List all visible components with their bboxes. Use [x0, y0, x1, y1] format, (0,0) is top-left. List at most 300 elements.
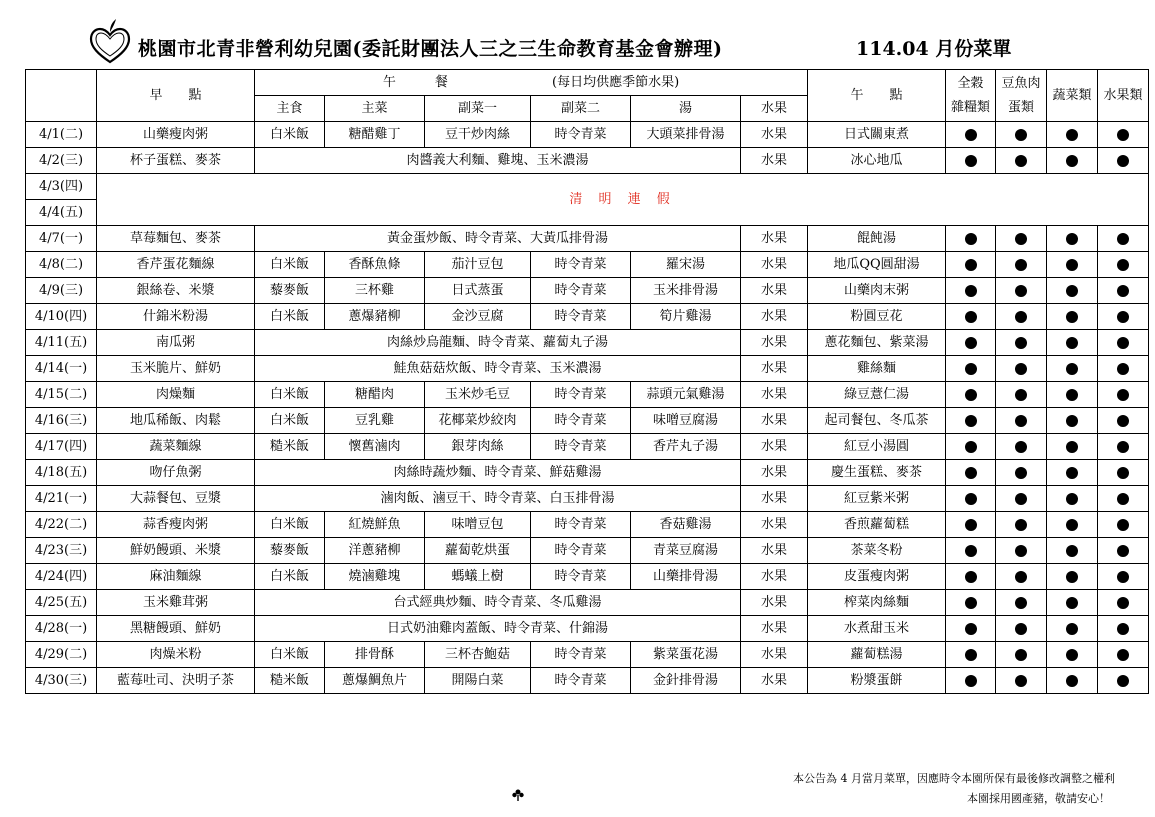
protein-dot-cell: [996, 486, 1047, 512]
filled-circle-icon: [1117, 467, 1129, 479]
filled-circle-icon: [1066, 519, 1078, 531]
date-cell: 4/25(五): [26, 590, 97, 616]
date-cell: 4/11(五): [26, 330, 97, 356]
fruit-cell: 水果: [741, 616, 808, 642]
fruitcat-dot-cell: [1098, 590, 1149, 616]
fruit-cell: 水果: [741, 382, 808, 408]
grains-dot-cell: [946, 304, 996, 330]
filled-circle-icon: [1015, 441, 1027, 453]
filled-circle-icon: [1015, 129, 1027, 141]
fruitcat-dot-cell: [1098, 564, 1149, 590]
filled-circle-icon: [1117, 597, 1129, 609]
fruit-cell: 水果: [741, 122, 808, 148]
side1-cell: 三杯杏鮑菇: [425, 642, 531, 668]
filled-circle-icon: [965, 155, 977, 167]
filled-circle-icon: [965, 623, 977, 635]
header-row-1: [26, 70, 1149, 96]
snack-cell: 冰心地瓜: [808, 148, 946, 174]
soup-cell: 羅宋湯: [631, 252, 741, 278]
protein-dot-cell: [996, 278, 1047, 304]
fruitcat-dot-cell: [1098, 148, 1149, 174]
protein-dot-cell: [996, 330, 1047, 356]
protein-dot-cell: [996, 434, 1047, 460]
side2-cell: 時令青菜: [531, 564, 631, 590]
table-row: [26, 148, 1149, 174]
fruitcat-dot-cell: [1098, 122, 1149, 148]
snack-cell: 地瓜QQ圓甜湯: [808, 252, 946, 278]
grains-dot-cell: [946, 252, 996, 278]
soup-cell: 紫菜蛋花湯: [631, 642, 741, 668]
snack-cell: 茶菜冬粉: [808, 538, 946, 564]
grains-dot-cell: [946, 460, 996, 486]
soup-cell: 味噌豆腐湯: [631, 408, 741, 434]
staple-cell: 糙米飯: [255, 668, 325, 694]
protein-dot-cell: [996, 122, 1047, 148]
filled-circle-icon: [965, 259, 977, 271]
snack-header: 午 點: [808, 70, 946, 122]
filled-circle-icon: [1015, 571, 1027, 583]
filled-circle-icon: [1066, 571, 1078, 583]
veg-dot-cell: [1047, 226, 1098, 252]
date-cell: 4/8(二): [26, 252, 97, 278]
veg-header: 蔬菜類: [1047, 70, 1098, 122]
fruit-cell: 水果: [741, 486, 808, 512]
filled-circle-icon: [965, 519, 977, 531]
protein-dot-cell: [996, 616, 1047, 642]
lunch-combined-cell: 鮭魚菇菇炊飯、時令青菜、玉米濃湯: [255, 356, 741, 382]
filled-circle-icon: [1066, 389, 1078, 401]
main-dish-cell: 懷舊滷肉: [325, 434, 425, 460]
filled-circle-icon: [1015, 337, 1027, 349]
staple-cell: 白米飯: [255, 564, 325, 590]
lunch-combined-cell: 肉醬義大利麵、雞塊、玉米濃湯: [255, 148, 741, 174]
filled-circle-icon: [965, 337, 977, 349]
fruit-cell: 水果: [741, 512, 808, 538]
protein-dot-cell: [996, 226, 1047, 252]
filled-circle-icon: [1066, 285, 1078, 297]
side2-cell: 時令青菜: [531, 512, 631, 538]
filled-circle-icon: [1015, 311, 1027, 323]
filled-circle-icon: [1066, 129, 1078, 141]
veg-dot-cell: [1047, 330, 1098, 356]
staple-cell: 糙米飯: [255, 434, 325, 460]
filled-circle-icon: [965, 571, 977, 583]
fruitcat-dot-cell: [1098, 408, 1149, 434]
filled-circle-icon: [965, 467, 977, 479]
table-row: [26, 486, 1149, 512]
grains-dot-cell: [946, 590, 996, 616]
snack-cell: 榨菜肉絲麵: [808, 590, 946, 616]
protein-dot-cell: [996, 642, 1047, 668]
filled-circle-icon: [965, 129, 977, 141]
side1-cell: 玉米炒毛豆: [425, 382, 531, 408]
date-cell: 4/21(一): [26, 486, 97, 512]
filled-circle-icon: [1015, 675, 1027, 687]
fruitcat-dot-cell: [1098, 642, 1149, 668]
footer-note-1: 本公告為 4 月當月菜單，因應時令本園所保有最後修改調整之權利: [793, 772, 1115, 785]
protein-dot-cell: [996, 460, 1047, 486]
lunch-header-label: 午 餐: [382, 75, 448, 90]
snack-cell: 山藥肉末粥: [808, 278, 946, 304]
side1-cell: 花椰菜炒絞肉: [425, 408, 531, 434]
grains-dot-cell: [946, 226, 996, 252]
fruitcat-dot-cell: [1098, 278, 1149, 304]
filled-circle-icon: [1117, 311, 1129, 323]
snack-cell: 蘿蔔糕湯: [808, 642, 946, 668]
date-cell: 4/7(一): [26, 226, 97, 252]
table-row: [26, 278, 1149, 304]
filled-circle-icon: [1066, 233, 1078, 245]
soup-cell: 金針排骨湯: [631, 668, 741, 694]
date-cell: 4/3(四): [26, 174, 97, 200]
fruit-cell: 水果: [741, 330, 808, 356]
grains-dot-cell: [946, 356, 996, 382]
veg-dot-cell: [1047, 460, 1098, 486]
filled-circle-icon: [1117, 623, 1129, 635]
breakfast-cell: 山藥瘦肉粥: [97, 122, 255, 148]
table-row: [26, 408, 1149, 434]
page-header: [88, 18, 1088, 70]
filled-circle-icon: [1066, 675, 1078, 687]
date-cell: 4/17(四): [26, 434, 97, 460]
fruitcat-dot-cell: [1098, 304, 1149, 330]
fruitcat-dot-cell: [1098, 460, 1149, 486]
veg-dot-cell: [1047, 616, 1098, 642]
fruitcat-dot-cell: [1098, 434, 1149, 460]
fruitcat-dot-cell: [1098, 668, 1149, 694]
side2-cell: 時令青菜: [531, 382, 631, 408]
breakfast-cell: 蒜香瘦肉粥: [97, 512, 255, 538]
protein-header-line1: 豆魚肉: [1001, 75, 1041, 91]
filled-circle-icon: [1117, 233, 1129, 245]
fruit-cell: 水果: [741, 278, 808, 304]
filled-circle-icon: [965, 415, 977, 427]
veg-dot-cell: [1047, 278, 1098, 304]
side1-cell: 蘿蔔乾烘蛋: [425, 538, 531, 564]
fruit-cell: 水果: [741, 564, 808, 590]
filled-circle-icon: [1015, 363, 1027, 375]
date-cell: 4/28(一): [26, 616, 97, 642]
breakfast-cell: 黑糖饅頭、鮮奶: [97, 616, 255, 642]
date-cell: 4/14(一): [26, 356, 97, 382]
staple-cell: 白米飯: [255, 512, 325, 538]
protein-dot-cell: [996, 382, 1047, 408]
snack-cell: 粉圓豆花: [808, 304, 946, 330]
fruit-cell: 水果: [741, 538, 808, 564]
snack-cell: 慶生蛋糕、麥茶: [808, 460, 946, 486]
main-dish-cell: 燒滷雞塊: [325, 564, 425, 590]
filled-circle-icon: [1015, 623, 1027, 635]
snack-cell: 雞絲麵: [808, 356, 946, 382]
veg-dot-cell: [1047, 486, 1098, 512]
filled-circle-icon: [1066, 493, 1078, 505]
fruitcat-dot-cell: [1098, 226, 1149, 252]
main-dish-cell: 蔥爆鯛魚片: [325, 668, 425, 694]
protein-dot-cell: [996, 408, 1047, 434]
side2-cell: 時令青菜: [531, 408, 631, 434]
soup-cell: 玉米排骨湯: [631, 278, 741, 304]
breakfast-cell: 香芹蛋花麵線: [97, 252, 255, 278]
soup-cell: 山藥排骨湯: [631, 564, 741, 590]
filled-circle-icon: [1015, 233, 1027, 245]
grains-dot-cell: [946, 642, 996, 668]
flower-mark-icon: [511, 788, 525, 802]
footer-note-2: 本園採用國產豬，敬請安心！: [967, 792, 1110, 805]
lunch-combined-cell: 肉絲時蔬炒麵、時令青菜、鮮菇雞湯: [255, 460, 741, 486]
grains-header-line2: 雜糧類: [951, 99, 991, 115]
breakfast-cell: 肉燥麵: [97, 382, 255, 408]
filled-circle-icon: [1117, 519, 1129, 531]
filled-circle-icon: [965, 311, 977, 323]
grains-dot-cell: [946, 408, 996, 434]
table-row: [26, 304, 1149, 330]
filled-circle-icon: [965, 363, 977, 375]
filled-circle-icon: [1117, 389, 1129, 401]
fruit-cell: 水果: [741, 226, 808, 252]
breakfast-cell: 藍莓吐司、決明子茶: [97, 668, 255, 694]
filled-circle-icon: [1066, 623, 1078, 635]
filled-circle-icon: [1015, 493, 1027, 505]
table-row: [26, 356, 1149, 382]
side1-cell: 茄汁豆包: [425, 252, 531, 278]
filled-circle-icon: [1117, 259, 1129, 271]
fruit-cell: 水果: [741, 642, 808, 668]
fruit-cell: 水果: [741, 590, 808, 616]
fruitcat-header: 水果類: [1098, 70, 1149, 122]
table-row: [26, 616, 1149, 642]
main-dish-cell: 洋蔥豬柳: [325, 538, 425, 564]
filled-circle-icon: [1066, 441, 1078, 453]
menu-month: 114.04 月份菜單: [856, 38, 1012, 60]
date-cell: 4/1(二): [26, 122, 97, 148]
side1-cell: 豆干炒肉絲: [425, 122, 531, 148]
table-row: [26, 564, 1149, 590]
grains-dot-cell: [946, 512, 996, 538]
protein-dot-cell: [996, 356, 1047, 382]
staple-cell: 白米飯: [255, 408, 325, 434]
filled-circle-icon: [965, 441, 977, 453]
staple-cell: 白米飯: [255, 642, 325, 668]
filled-circle-icon: [965, 597, 977, 609]
date-header: [26, 70, 97, 122]
filled-circle-icon: [1066, 415, 1078, 427]
table-row: [26, 460, 1149, 486]
filled-circle-icon: [965, 675, 977, 687]
veg-dot-cell: [1047, 148, 1098, 174]
lunch-combined-cell: 台式經典炒麵、時令青菜、冬瓜雞湯: [255, 590, 741, 616]
veg-dot-cell: [1047, 564, 1098, 590]
breakfast-cell: 鮮奶饅頭、米漿: [97, 538, 255, 564]
soup-cell: 大頭菜排骨湯: [631, 122, 741, 148]
protein-dot-cell: [996, 512, 1047, 538]
breakfast-cell: 什錦米粉湯: [97, 304, 255, 330]
filled-circle-icon: [1015, 285, 1027, 297]
main-dish-cell: 糖醋肉: [325, 382, 425, 408]
date-cell: 4/24(四): [26, 564, 97, 590]
fruitcat-dot-cell: [1098, 330, 1149, 356]
grains-dot-cell: [946, 122, 996, 148]
lunch-header-note: (每日均供應季節水果): [552, 75, 680, 90]
veg-dot-cell: [1047, 434, 1098, 460]
holiday-cell: 清 明 連 假: [97, 174, 1149, 226]
table-row: [26, 122, 1149, 148]
filled-circle-icon: [1015, 597, 1027, 609]
fruit-header: 水果: [741, 96, 808, 122]
filled-circle-icon: [1015, 519, 1027, 531]
filled-circle-icon: [1015, 389, 1027, 401]
fruit-cell: 水果: [741, 148, 808, 174]
veg-dot-cell: [1047, 408, 1098, 434]
snack-cell: 餛飩湯: [808, 226, 946, 252]
staple-header: 主食: [255, 96, 325, 122]
fruit-cell: 水果: [741, 252, 808, 278]
breakfast-cell: 草莓麵包、麥茶: [97, 226, 255, 252]
filled-circle-icon: [965, 649, 977, 661]
breakfast-cell: 大蒜餐包、豆漿: [97, 486, 255, 512]
soup-cell: 香菇雞湯: [631, 512, 741, 538]
snack-cell: 皮蛋瘦肉粥: [808, 564, 946, 590]
holiday-row: [26, 174, 1149, 200]
filled-circle-icon: [1015, 649, 1027, 661]
breakfast-cell: 玉米雞茸粥: [97, 590, 255, 616]
filled-circle-icon: [965, 233, 977, 245]
side2-cell: 時令青菜: [531, 122, 631, 148]
protein-header: [996, 70, 1047, 122]
filled-circle-icon: [1117, 337, 1129, 349]
veg-dot-cell: [1047, 512, 1098, 538]
grains-dot-cell: [946, 148, 996, 174]
protein-dot-cell: [996, 252, 1047, 278]
grains-dot-cell: [946, 434, 996, 460]
protein-dot-cell: [996, 538, 1047, 564]
grains-dot-cell: [946, 564, 996, 590]
snack-cell: 起司餐包、冬瓜茶: [808, 408, 946, 434]
veg-dot-cell: [1047, 538, 1098, 564]
table-row: [26, 252, 1149, 278]
snack-cell: 水煮甜玉米: [808, 616, 946, 642]
filled-circle-icon: [1117, 155, 1129, 167]
snack-cell: 蔥花麵包、紫菜湯: [808, 330, 946, 356]
grains-dot-cell: [946, 668, 996, 694]
staple-cell: 白米飯: [255, 382, 325, 408]
side2-cell: 時令青菜: [531, 252, 631, 278]
table-row: [26, 668, 1149, 694]
grains-dot-cell: [946, 382, 996, 408]
main-dish-cell: 排骨酥: [325, 642, 425, 668]
table-row: [26, 226, 1149, 252]
side2-cell: 時令青菜: [531, 278, 631, 304]
veg-dot-cell: [1047, 122, 1098, 148]
side1-cell: 螞蟻上樹: [425, 564, 531, 590]
side1-cell: 日式蒸蛋: [425, 278, 531, 304]
lunch-combined-cell: 黃金蛋炒飯、時令青菜、大黃瓜排骨湯: [255, 226, 741, 252]
date-cell: 4/30(三): [26, 668, 97, 694]
filled-circle-icon: [1066, 545, 1078, 557]
veg-dot-cell: [1047, 642, 1098, 668]
lunch-header: [255, 70, 808, 96]
side1-cell: 金沙豆腐: [425, 304, 531, 330]
breakfast-cell: 地瓜稀飯、肉鬆: [97, 408, 255, 434]
filled-circle-icon: [1015, 415, 1027, 427]
veg-dot-cell: [1047, 590, 1098, 616]
filled-circle-icon: [965, 493, 977, 505]
side1-cell: 銀芽肉絲: [425, 434, 531, 460]
filled-circle-icon: [1117, 129, 1129, 141]
main-dish-cell: 糖醋雞丁: [325, 122, 425, 148]
date-cell: 4/22(二): [26, 512, 97, 538]
filled-circle-icon: [1066, 155, 1078, 167]
snack-cell: 綠豆薏仁湯: [808, 382, 946, 408]
date-cell: 4/18(五): [26, 460, 97, 486]
date-cell: 4/4(五): [26, 200, 97, 226]
lunch-combined-cell: 日式奶油雞肉蓋飯、時令青菜、什錦湯: [255, 616, 741, 642]
table-row: [26, 590, 1149, 616]
main-dish-cell: 蔥爆豬柳: [325, 304, 425, 330]
protein-dot-cell: [996, 148, 1047, 174]
grains-dot-cell: [946, 330, 996, 356]
breakfast-cell: 蔬菜麵線: [97, 434, 255, 460]
filled-circle-icon: [1117, 649, 1129, 661]
filled-circle-icon: [1117, 441, 1129, 453]
protein-header-line2: 蛋類: [1008, 99, 1035, 115]
fruitcat-dot-cell: [1098, 616, 1149, 642]
soup-cell: 蒜頭元氣雞湯: [631, 382, 741, 408]
filled-circle-icon: [1066, 311, 1078, 323]
snack-cell: 紅豆小湯圓: [808, 434, 946, 460]
staple-cell: 白米飯: [255, 122, 325, 148]
protein-dot-cell: [996, 564, 1047, 590]
filled-circle-icon: [1117, 545, 1129, 557]
filled-circle-icon: [1066, 597, 1078, 609]
veg-dot-cell: [1047, 356, 1098, 382]
lunch-combined-cell: 滷肉飯、滷豆干、時令青菜、白玉排骨湯: [255, 486, 741, 512]
filled-circle-icon: [1015, 155, 1027, 167]
fruitcat-dot-cell: [1098, 512, 1149, 538]
table-row: [26, 382, 1149, 408]
breakfast-cell: 麻油麵線: [97, 564, 255, 590]
table-row: [26, 512, 1149, 538]
menu-table: [25, 69, 1149, 694]
date-cell: 4/16(三): [26, 408, 97, 434]
grains-header-line1: 全穀: [957, 75, 984, 91]
side1-cell: 味噌豆包: [425, 512, 531, 538]
filled-circle-icon: [1117, 493, 1129, 505]
grains-dot-cell: [946, 616, 996, 642]
veg-dot-cell: [1047, 668, 1098, 694]
main-dish-cell: 豆乳雞: [325, 408, 425, 434]
staple-cell: 白米飯: [255, 252, 325, 278]
breakfast-cell: 南瓜粥: [97, 330, 255, 356]
filled-circle-icon: [1015, 545, 1027, 557]
filled-circle-icon: [1066, 649, 1078, 661]
date-cell: 4/15(二): [26, 382, 97, 408]
date-cell: 4/2(三): [26, 148, 97, 174]
protein-dot-cell: [996, 304, 1047, 330]
date-cell: 4/9(三): [26, 278, 97, 304]
table-row: [26, 538, 1149, 564]
snack-cell: 日式關東煮: [808, 122, 946, 148]
fruitcat-dot-cell: [1098, 382, 1149, 408]
staple-cell: 藜麥飯: [255, 278, 325, 304]
breakfast-cell: 吻仔魚粥: [97, 460, 255, 486]
filled-circle-icon: [1066, 259, 1078, 271]
lunch-combined-cell: 肉絲炒烏龍麵、時令青菜、蘿蔔丸子湯: [255, 330, 741, 356]
fruit-cell: 水果: [741, 408, 808, 434]
breakfast-cell: 肉燥米粉: [97, 642, 255, 668]
side1-cell: 開陽白菜: [425, 668, 531, 694]
filled-circle-icon: [1066, 363, 1078, 375]
main-header: 主菜: [325, 96, 425, 122]
